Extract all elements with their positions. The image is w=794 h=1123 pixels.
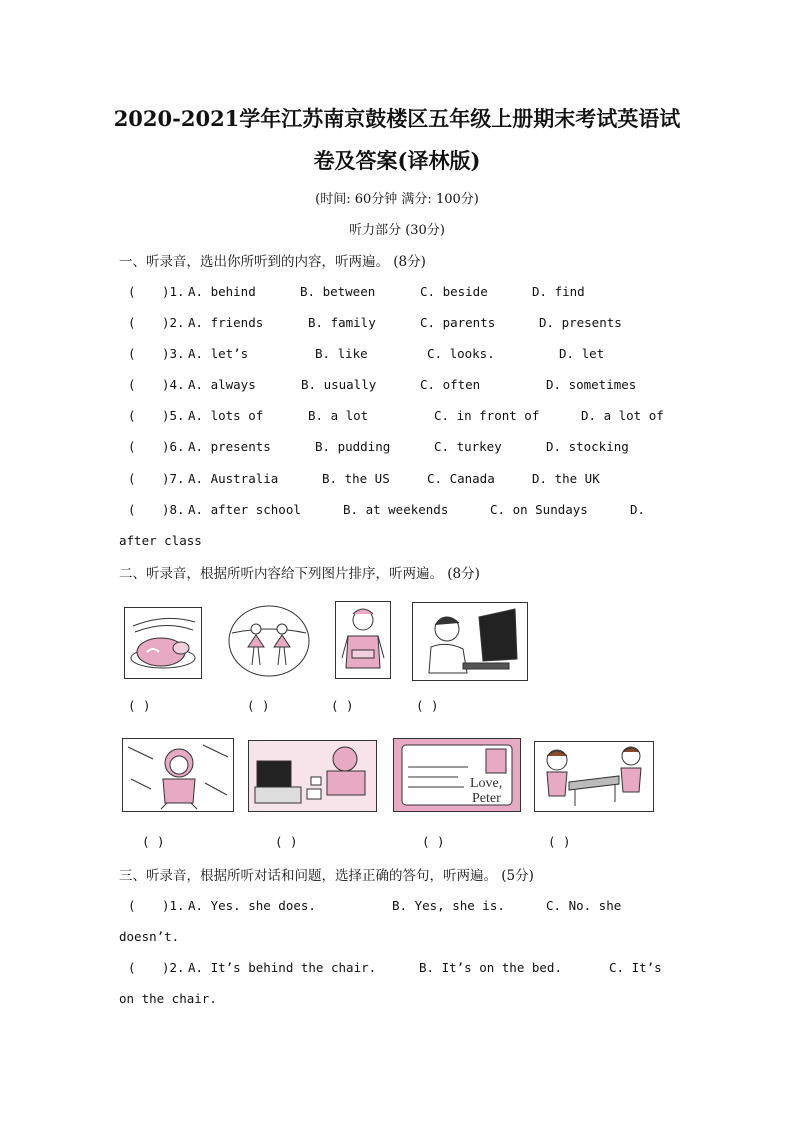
option-d: D. sometimes [546,377,637,392]
answer-paren[interactable]: ( [128,315,136,330]
option-c: C. on Sundays [490,502,588,517]
q1-wrap: doesn’t. [119,929,180,944]
option-d: D. the UK [532,471,600,486]
snow-child-picture [122,738,234,812]
q1-num: )1. [162,898,185,913]
option-a: A. lots of [188,408,264,423]
answer-blank-3[interactable]: ( ) [331,698,354,713]
q2-option-b: B. It’s on the bed. [419,960,562,975]
question-number: )5. [162,408,185,423]
item8-wrap: after class [119,533,202,548]
q2-option-a: A. It’s behind the chair. [188,960,377,975]
room-presents-picture [248,740,377,812]
option-c: C. in front of [434,408,540,423]
option-c: C. looks. [427,346,495,361]
answer-paren[interactable]: ( [128,439,136,454]
option-d: D. presents [539,315,622,330]
answer-paren[interactable]: ( [128,408,136,423]
option-a: A. presents [188,439,271,454]
q2-num: )2. [162,960,185,975]
answer-blank-7[interactable]: ( ) [422,834,445,849]
option-d: D. let [559,346,605,361]
table-tennis-picture [534,741,654,812]
option-b: B. family [308,315,376,330]
answer-paren[interactable]: ( [128,502,136,517]
time-info: (时间: 60分钟 满分: 100分) [315,192,479,207]
option-b: B. at weekends [343,502,449,517]
option-a: A. let’s [188,346,249,361]
listening-part-label: 听力部分 (30分) [349,223,445,238]
answer-paren[interactable]: ( [128,377,136,392]
question-number: )2. [162,315,185,330]
postcard-love-text: Love, [470,776,503,791]
computer-boy-picture [412,602,528,681]
q2-wrap: on the chair. [119,991,217,1006]
option-b: B. pudding [315,439,391,454]
option-b: B. the US [322,471,390,486]
question-number: )8. [162,502,185,517]
option-a: A. always [188,377,256,392]
option-d: D. [630,502,646,517]
q2-option-c: C. It’s [609,960,662,975]
option-c: C. beside [420,284,488,299]
turkey-picture [124,607,202,679]
postcard-picture [393,738,521,812]
answer-blank-1[interactable]: ( ) [128,698,151,713]
answer-paren[interactable]: ( [128,284,136,299]
question-number: )4. [162,377,185,392]
answer-blank-6[interactable]: ( ) [275,834,298,849]
q1-option-a: A. Yes. she does. [188,898,316,913]
page-title-line1: 2020-2021学年江苏南京鼓楼区五年级上册期末考试英语试 [113,106,681,131]
q1-option-b: B. Yes, she is. [392,898,505,913]
answer-blank-5[interactable]: ( ) [142,834,165,849]
option-c: C. Canada [427,471,495,486]
section3-heading: 三、听录音，根据所听对话和问题，选择正确的答句，听两遍。 (5分) [119,868,534,884]
q1-option-c: C. No. she [546,898,622,913]
option-a: A. Australia [188,471,279,486]
answer-blank-4[interactable]: ( ) [416,698,439,713]
section1-heading: 一、听录音，选出你所听到的内容，听两遍。 (8分) [119,254,426,270]
answer-blank-8[interactable]: ( ) [548,834,571,849]
boy-picture [335,601,391,679]
option-a: A. behind [188,284,256,299]
postcard-peter-text: Peter [472,791,501,806]
question-number: )1. [162,284,185,299]
q1-paren[interactable]: ( [128,898,136,913]
q2-paren[interactable]: ( [128,960,136,975]
option-b: B. like [315,346,368,361]
page-title-line2: 卷及答案(译林版) [313,148,481,173]
answer-blank-2[interactable]: ( ) [247,698,270,713]
question-number: )7. [162,471,185,486]
option-d: D. stocking [546,439,629,454]
option-a: A. friends [188,315,264,330]
option-c: C. often [420,377,481,392]
option-b: B. between [300,284,376,299]
answer-paren[interactable]: ( [128,346,136,361]
option-d: D. a lot of [581,408,664,423]
option-c: C. turkey [434,439,502,454]
option-a: A. after school [188,502,301,517]
question-number: )3. [162,346,185,361]
section2-heading: 二、听录音，根据所听内容给下列图片排序，听两遍。 (8分) [119,566,480,582]
answer-paren[interactable]: ( [128,471,136,486]
ballet-dancers-picture [228,605,310,677]
option-d: D. find [532,284,585,299]
option-b: B. a lot [308,408,369,423]
question-number: )6. [162,439,185,454]
option-c: C. parents [420,315,496,330]
option-b: B. usually [301,377,377,392]
